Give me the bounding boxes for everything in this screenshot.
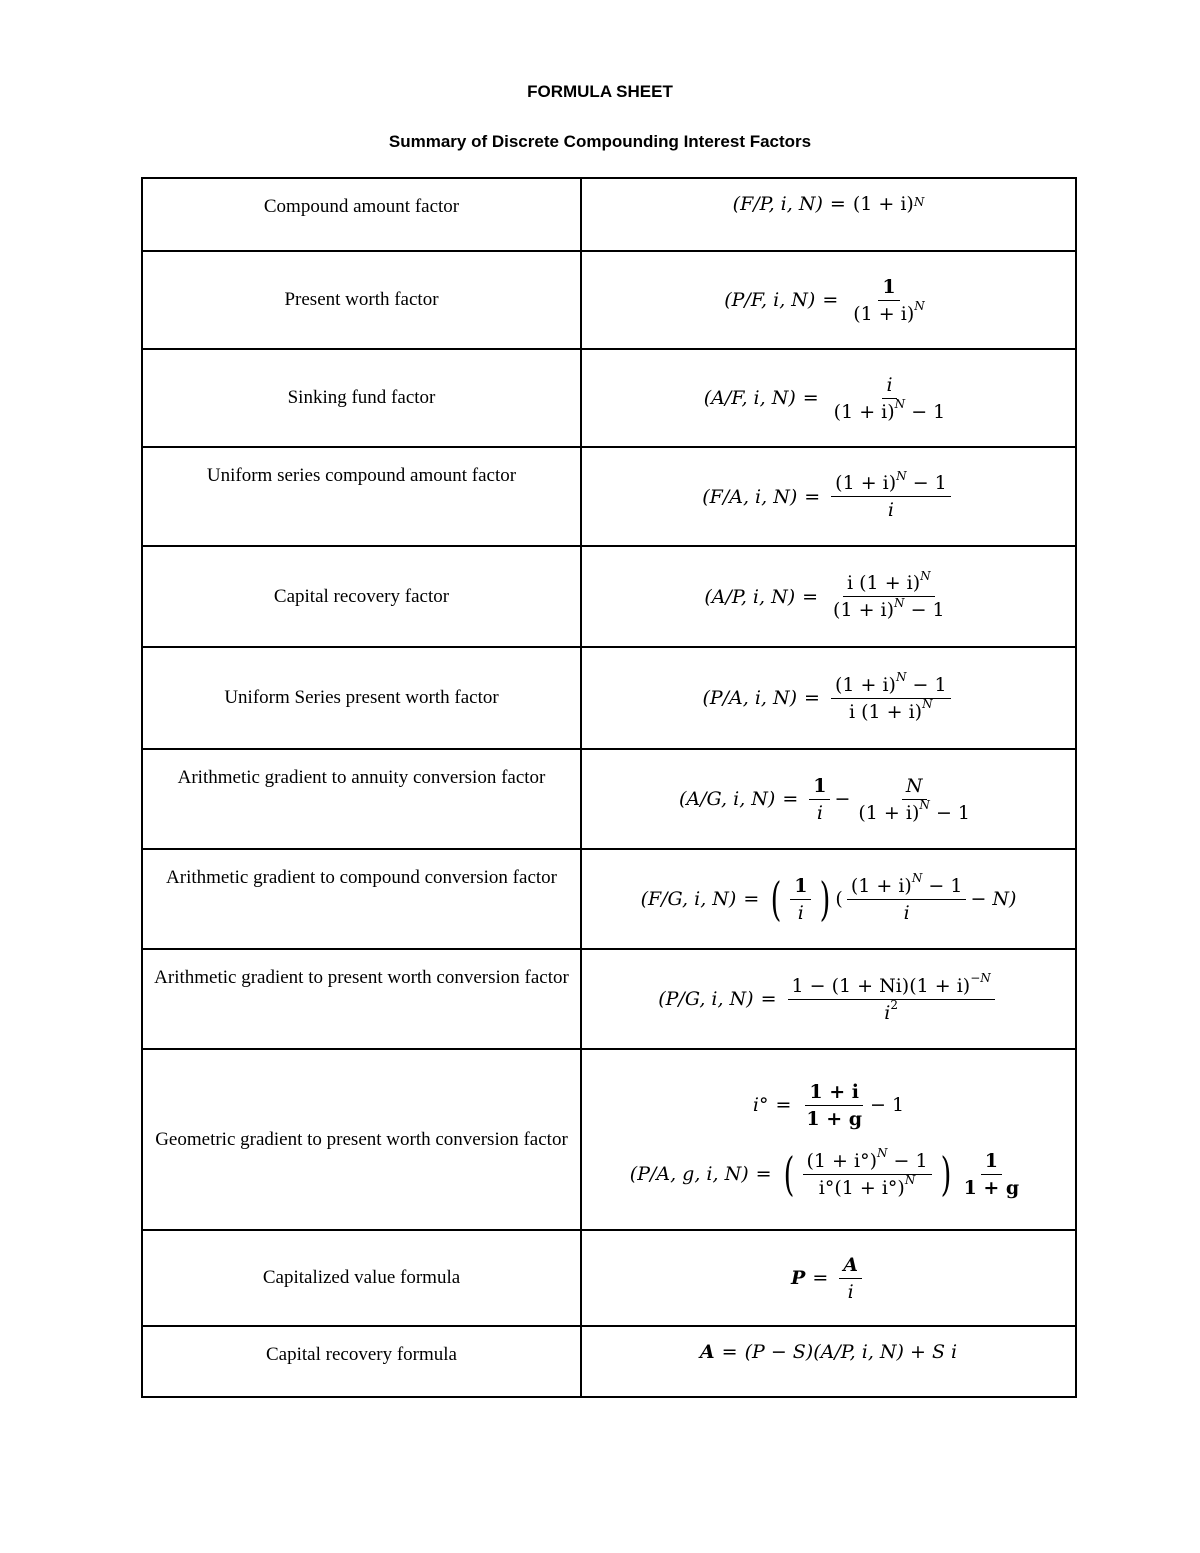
table-row	[142, 849, 1076, 949]
formula-cell: (A/F, i, N) = $\frac{i}{(1 + i)^N - 1}$	[581, 349, 1076, 447]
formula-name: Capital recovery factor	[142, 546, 581, 647]
formula-lhs: A	[699, 1341, 715, 1363]
formula-name: Capital recovery formula	[142, 1326, 581, 1397]
fraction: $\frac{i (1 + i)^N}{(1 + i)^N - 1}$	[833, 568, 945, 621]
fraction: $\frac{(1 + i)^N - 1}{i}$	[831, 472, 951, 521]
table-row	[142, 178, 1076, 251]
formula-cell: i° = $\frac{1 + i}{1 + g}$ − 1 (P/A, g, i, N) = ( $\frac{(1 + i^\circ)^N - 1}{i^\circ(1 + i^\circ)^N}$ ) $\frac{1}{1 + g}$	[581, 1049, 1076, 1230]
formula-name: Uniform Series present worth factor	[142, 647, 581, 749]
page-subtitle: Summary of Discrete Compounding Interest Factors	[388, 132, 812, 151]
formula-lhs: (P/G, i, N)	[658, 988, 754, 1010]
formula-cell: (F/A, i, N) = $\frac{(1 + i)^N - 1}{i}$	[581, 447, 1076, 546]
table-row	[142, 1230, 1076, 1326]
formula-cell: (A/P, i, N) = $\frac{i (1 + i)^N}{(1 + i)^N - 1}$	[581, 546, 1076, 647]
formula-lhs: i°	[752, 1094, 769, 1116]
formula-rhs: (P − S)(A/P, i, N) + S i	[744, 1341, 958, 1363]
formula-name: Arithmetic gradient to annuity conversion factor	[142, 749, 581, 849]
formula-table	[141, 177, 1077, 1398]
formula-cell: A = (P − S)(A/P, i, N) + S i	[581, 1326, 1076, 1397]
formula-name: Compound amount factor	[142, 178, 581, 251]
fraction: $\frac{1}{i}$	[790, 875, 811, 924]
formula-lhs: (P/F, i, N)	[724, 289, 816, 311]
formula-lhs: (A/P, i, N)	[704, 585, 796, 608]
table-row	[142, 949, 1076, 1049]
fraction: $\frac{(1 + i)^N - 1}{i (1 + i)^N}$	[831, 674, 951, 723]
formula-cell: P = $\frac{A}{i}$	[581, 1230, 1076, 1326]
formula-lhs: (A/G, i, N)	[679, 788, 776, 810]
fraction: $\frac{1}{i}$	[809, 775, 830, 824]
fraction: $\frac{1 + i}{1 + g}$	[806, 1080, 863, 1130]
formula-cell: (P/F, i, N) = $\frac{1}{(1 + i)^N}$	[581, 251, 1076, 349]
formula-name: Arithmetic gradient to compound conversion factor	[142, 849, 581, 949]
fraction: $\frac{A}{i}$	[839, 1254, 862, 1303]
formula-lhs: (F/G, i, N)	[640, 888, 737, 910]
table-row	[142, 749, 1076, 849]
formula-lhs: (F/P, i, N)	[732, 193, 823, 215]
formula-cell: (P/A, i, N) = $\frac{(1 + i)^N - 1}{i (1 + i)^N}$	[581, 647, 1076, 749]
table-row	[142, 349, 1076, 447]
table-row	[142, 1049, 1076, 1230]
page-title: FORMULA SHEET	[527, 82, 673, 101]
formula-name: Uniform series compound amount factor	[142, 447, 581, 546]
fraction: $\frac{1 - (1 + Ni)(1 + i)^{-N}}{i^2}$	[788, 975, 995, 1024]
formula-lhs: (P/A, g, i, N)	[629, 1163, 749, 1185]
fraction: $\frac{i}{(1 + i)^N - 1}$	[833, 373, 946, 423]
table-row	[142, 447, 1076, 546]
formula-lhs: (F/A, i, N)	[702, 485, 798, 508]
formula-rhs: (1 + i)	[852, 193, 914, 215]
formula-name: Capitalized value formula	[142, 1230, 581, 1326]
table-row	[142, 647, 1076, 749]
formula-lhs: (P/A, i, N)	[702, 687, 798, 709]
formula-lhs: P	[791, 1267, 806, 1289]
formula-cell: (F/P, i, N) = (1 + i) $^N$	[581, 178, 1076, 251]
fraction: $\frac{(1 + i)^N - 1}{i}$	[847, 875, 967, 924]
formula-name: Geometric gradient to present worth conversion factor	[142, 1049, 581, 1230]
fraction: $\frac{1}{1 + g}$	[963, 1149, 1020, 1199]
formula-name: Arithmetic gradient to present worth conversion factor	[142, 949, 581, 1049]
table-row	[142, 251, 1076, 349]
fraction: $\frac{1}{(1 + i)^N}$	[853, 275, 925, 325]
formula-lhs: (A/F, i, N)	[703, 387, 796, 409]
formula-cell: (A/G, i, N) = $\frac{1}{i}$ − $\frac{N}{(1 + i)^N - 1}$	[581, 749, 1076, 849]
table-row	[142, 546, 1076, 647]
fraction: $\frac{(1 + i^\circ)^N - 1}{i^\circ(1 + i^\circ)^N}$	[803, 1150, 932, 1199]
formula-cell: (P/G, i, N) = $\frac{1 - (1 + Ni)(1 + i)^{-N}}{i^2}$	[581, 949, 1076, 1049]
formula-name: Sinking fund factor	[142, 349, 581, 447]
table-row	[142, 1326, 1076, 1397]
fraction: $\frac{N}{(1 + i)^N - 1}$	[858, 774, 970, 824]
formula-name: Present worth factor	[142, 251, 581, 349]
formula-cell: (F/G, i, N) = ( $\frac{1}{i}$ ) ( $\frac{(1 + i)^N - 1}{i}$ − N)	[581, 849, 1076, 949]
